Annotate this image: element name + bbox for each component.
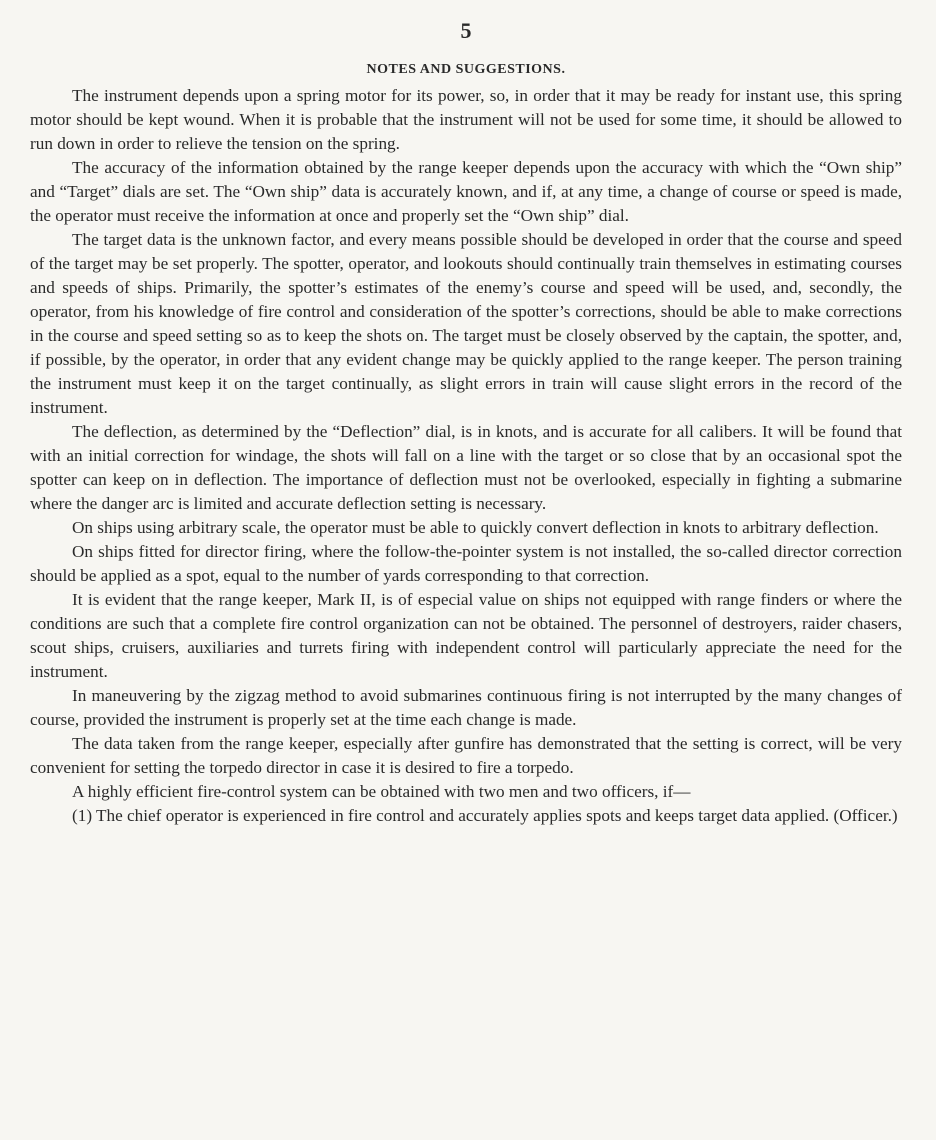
paragraph-spring-motor: The instrument depends upon a spring motor for its power, so, in order that it may be ready for instant use, this spring motor should be kept wound. When it is probable that the instrument will not be used for some time, it should be allowed to run down in order to relieve the tension on the spring. (30, 86, 902, 153)
page-number: 5 (460, 18, 472, 43)
paragraph-mark-ii-value: It is evident that the range keeper, Mark II, is of especial value on ships not equipped with range finders or where the conditions are such that a complete fire control organization can not be obtained. The personnel of destroyers, raider chasers, scout ships, cruisers, auxiliaries and turrets firing with independent control will particularly appreciate the need for the instrument. (30, 590, 902, 681)
section-heading: NOTES AND SUGGESTIONS. (366, 62, 566, 77)
paragraph-zigzag: In maneuvering by the zigzag method to avoid submarines continuous firing is not interrupted by the many changes of course, provided the instrument is properly set at the time each change is made. (30, 686, 902, 729)
paragraph-fire-control-system: A highly efficient fire-control system can be obtained with two men and two officers, if— (72, 782, 691, 801)
paragraph-arbitrary-scale: On ships using arbitrary scale, the operator must be able to quickly convert deflection in knots to arbitrary deflection. (72, 518, 879, 537)
paragraph-chief-operator: (1) The chief operator is experienced in fire control and accurately applies spots and keeps target data applied. (Officer.) (72, 806, 898, 825)
document-page (30, 0, 902, 828)
paragraph-deflection: The deflection, as determined by the “Deflection” dial, is in knots, and is accurate for all calibers. It will be found that with an initial correction for windage, the shots will fall on a line with the target or so close that by an occasional spot the spotter can keep on in deflection. The importance of deflection must not be overlooked, especially in fighting a submarine where the danger arc is limited and accurate deflection setting is necessary. (30, 422, 902, 513)
paragraph-target-data: The target data is the unknown factor, and every means possible should be developed in order that the course and speed of the target may be set properly. The spotter, operator, and lookouts should continually train themselves in estimating courses and speeds of ships. Primarily, the spotter’s estimates of the enemy’s course and speed will be used, and, secondly, the operator, from his knowledge of fire control and consideration of the spotter’s corrections, should be able to make corrections in the course and speed setting so as to keep the shots on. The target must be closely observed by the captain, the spotter, and, if possible, by the operator, in order that any evident change may be quickly applied to the range keeper. The person training the instrument must keep it on the target continually, as slight errors in train will cause slight errors in the record of the instrument. (30, 230, 902, 417)
paragraph-accuracy: The accuracy of the information obtained by the range keeper depends upon the accuracy with which the “Own ship” and “Target” dials are set. The “Own ship” data is accurately known, and if, at any time, a change of course or speed is made, the operator must receive the information at once and properly set the “Own ship” dial. (30, 158, 902, 225)
paragraph-director-firing: On ships fitted for director firing, where the follow-the-pointer system is not installed, the so-called director correction should be applied as a spot, equal to the number of yards corresponding to that correction. (30, 542, 902, 585)
paragraph-torpedo: The data taken from the range keeper, especially after gunfire has demonstrated that the setting is correct, will be very convenient for setting the torpedo director in case it is desired to fire a torpedo. (30, 734, 902, 777)
